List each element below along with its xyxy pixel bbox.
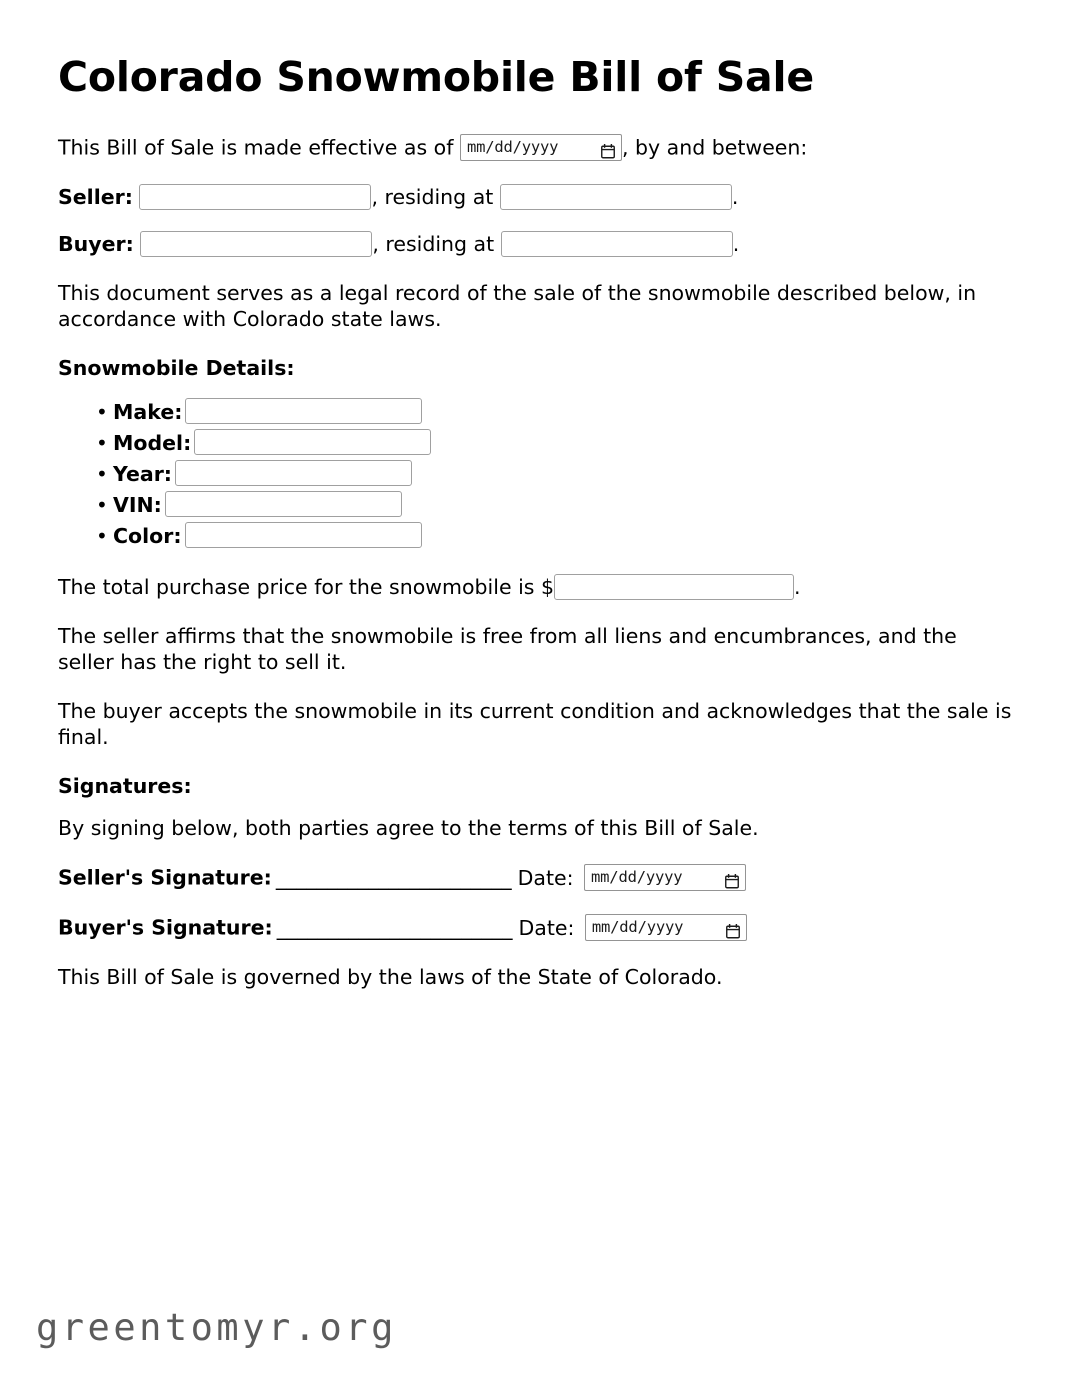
effective-date-input[interactable] [460,134,622,161]
seller-date-value: mm/dd/yyyy [591,868,683,887]
buyer-date-input[interactable] [585,914,747,941]
seller-row [58,185,1013,211]
liens-paragraph: The seller affirms that the snowmobile is free from all liens and encumbrances, and the seller has the right to sell it. [58,624,957,675]
calendar-icon [601,140,615,161]
purchase-price-input[interactable] [554,574,794,600]
buyer-name-input[interactable] [140,231,372,257]
calendar-icon [725,870,739,891]
list-item [96,398,1013,426]
buyer-date-label: Date: [518,915,575,940]
purchase-price-paragraph [58,575,1013,601]
seller-date-input[interactable] [584,864,746,891]
effective-date-prefix: This Bill of Sale is made effective as of [58,135,454,160]
buyer-date-value: mm/dd/yyyy [591,918,684,937]
bullet-icon: • [96,462,108,487]
buyer-signature-label: Buyer's Signature: [58,915,273,940]
buyer-row [58,232,1013,258]
site-watermark: greentomyr.org [36,1306,397,1349]
model-input[interactable] [194,429,431,455]
buyer-period: . [732,232,740,257]
signatures-heading: Signatures: [58,773,192,798]
year-input[interactable] [175,460,412,486]
snowmobile-details-list [58,398,1013,550]
governing-law-paragraph: This Bill of Sale is governed by the laws of the State of Colorado. [58,965,723,990]
buyer-label: Buyer: [58,232,134,257]
effective-date-value: mm/dd/yyyy [466,138,559,157]
seller-date-label: Date: [517,865,574,890]
seller-residing-text: , residing at [371,185,494,210]
color-label: Color: [113,524,182,549]
vin-input[interactable] [165,491,402,517]
buyer-signature-line[interactable]: _______________________ [276,915,513,940]
seller-signature-row [58,865,1013,892]
model-label: Model: [113,431,192,456]
legal-record-paragraph: This document serves as a legal record of the sale of the snowmobile described below, in accordance with Colorado state laws. [58,281,977,331]
list-item [96,491,1013,519]
vin-label: VIN: [113,493,162,518]
effective-date-suffix: , by and between: [621,135,808,160]
seller-signature-line[interactable]: _______________________ [275,865,512,890]
seller-label: Seller: [58,185,133,210]
make-input[interactable] [185,398,422,424]
purchase-price-suffix: . [794,575,801,600]
make-label: Make: [113,400,183,425]
list-item [96,522,1013,550]
document-body [58,53,1013,991]
calendar-icon [726,920,740,941]
list-item [96,460,1013,488]
buyer-signature-row [58,915,1013,942]
effective-date-paragraph [58,135,1013,162]
bullet-icon: • [96,524,108,549]
seller-period: . [731,185,739,210]
buyer-address-input[interactable] [501,231,733,257]
seller-address-input[interactable] [500,184,732,210]
seller-name-input[interactable] [139,184,371,210]
buyer-residing-text: , residing at [372,232,495,257]
seller-signature-label: Seller's Signature: [58,865,272,890]
snowmobile-details-heading: Snowmobile Details: [58,355,295,380]
color-input[interactable] [185,522,422,548]
list-item [96,429,1013,457]
bullet-icon: • [96,493,108,518]
bullet-icon: • [96,431,108,456]
signatures-intro: By signing below, both parties agree to the terms of this Bill of Sale. [58,816,759,841]
condition-paragraph: The buyer accepts the snowmobile in its current condition and acknowledges that the sale is final. [58,698,1012,749]
bullet-icon: • [96,400,108,425]
year-label: Year: [113,462,173,487]
page-title: Colorado Snowmobile Bill of Sale [58,53,814,101]
purchase-price-prefix: The total purchase price for the snowmobile is $ [58,575,555,600]
